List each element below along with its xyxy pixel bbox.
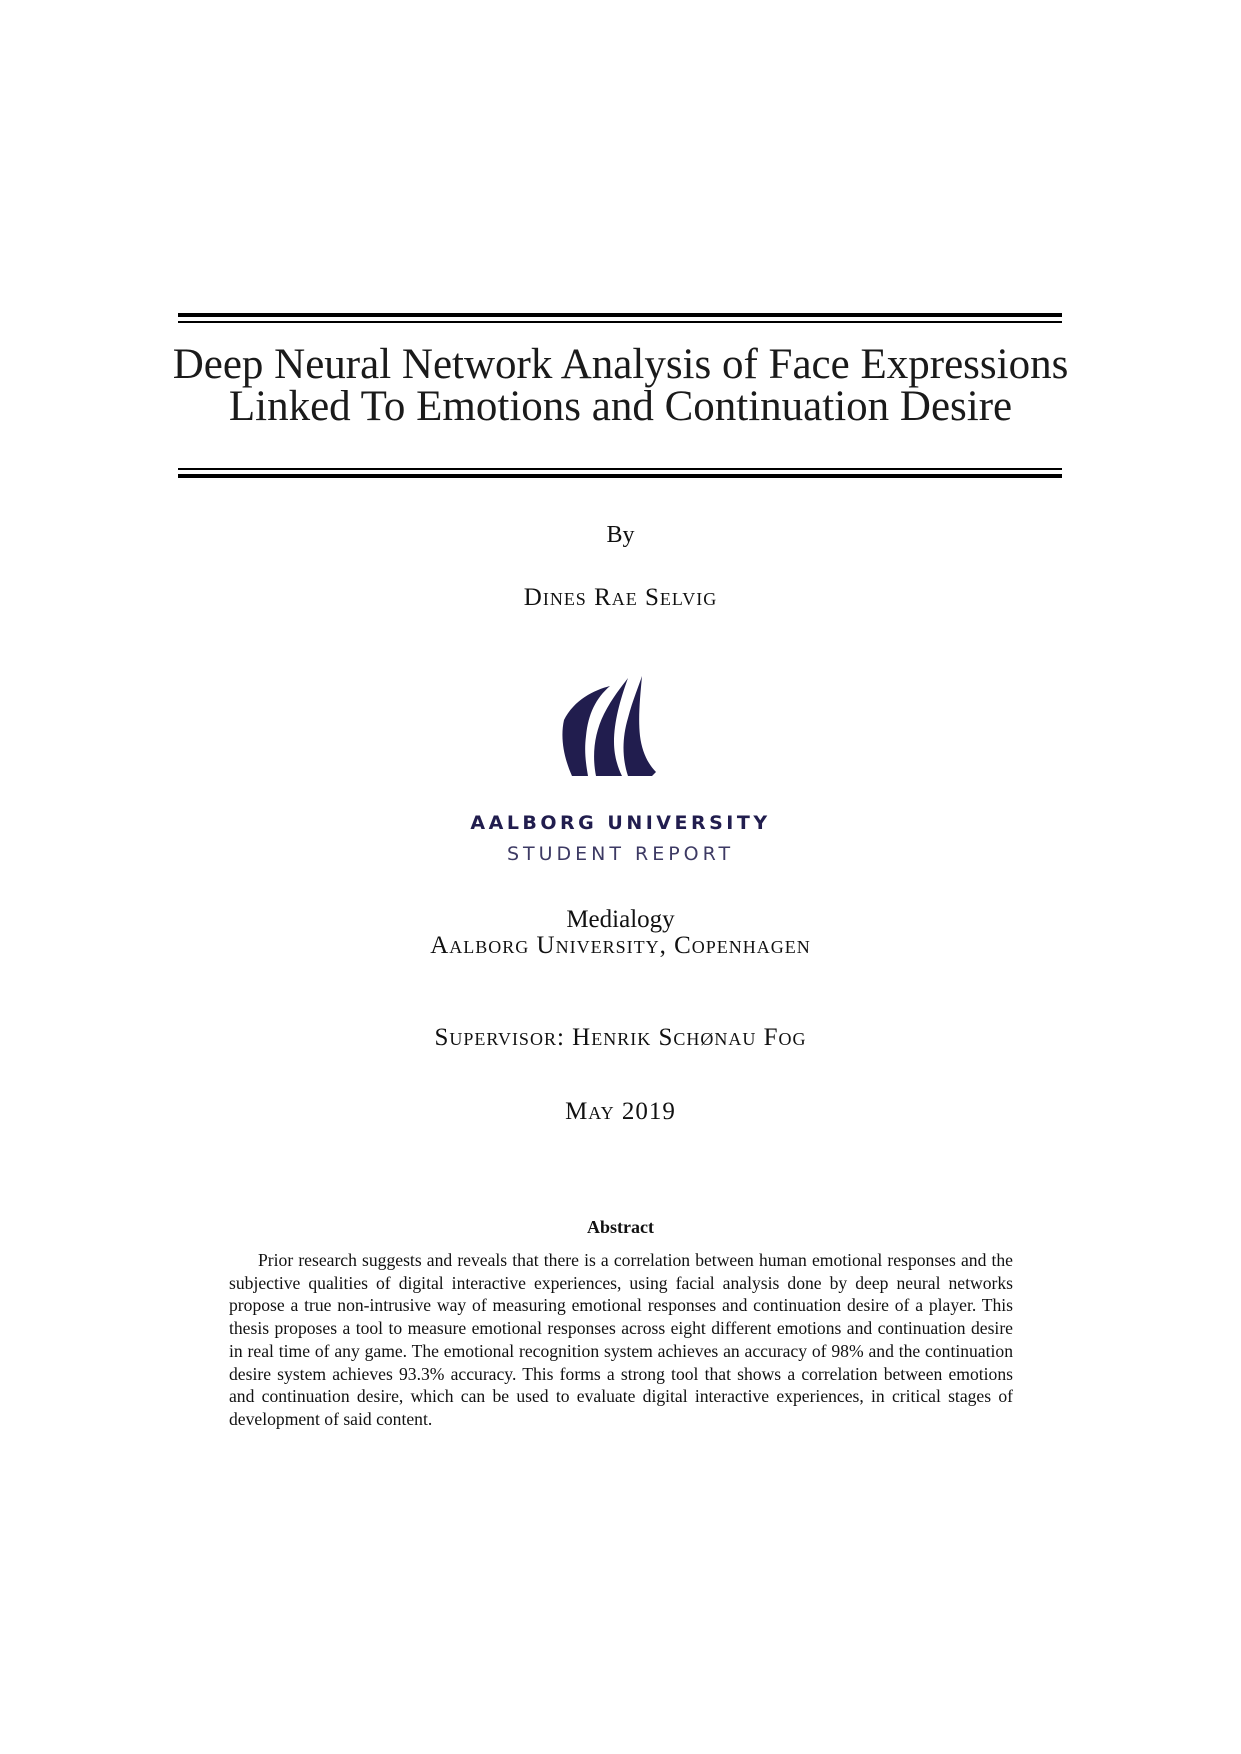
program-name: Medialogy [566,906,675,933]
report-date: May 2019 [565,1098,676,1125]
aalborg-university-logo-icon [556,672,666,782]
logo-wave-3 [624,676,657,776]
title-top-rule [178,313,1062,323]
logo-subtitle: STUDENT REPORT [506,843,735,865]
by-label: By [606,522,635,548]
title-bottom-rule [178,468,1062,478]
abstract-heading: Abstract [587,1217,654,1237]
page-title [0,341,1241,430]
institution-name: Aalborg University, Copenhagen [430,932,811,959]
author-name: Dines Rae Selvig [523,584,718,611]
logo-university-name: AALBORG UNIVERSITY [470,812,771,834]
supervisor-line: Supervisor: Henrik Schønau Fog [434,1024,807,1051]
abstract-body: Prior research suggests and reveals that there is a correlation between human emotional responses and the subjective qualities of digital interactive experiences, using facial analysis done by deep neural networks propose a true non-intrusive way of measuring emotional responses and continuation desire of a player. This thesis proposes a tool to measure emotional responses across eight different emotions and continuation desire in real time of any game. The emotional recognition system achieves an accuracy of 98% and the continuation desire system achieves 93.3% accuracy. This forms a strong tool that shows a correlation between emotions and continuation desire, which can be used to evaluate digital interactive experiences, in critical stages of development of said content. [229,1250,1013,1429]
title-line-2: Linked To Emotions and Continuation Desire [228,383,1013,430]
title-line-1: Deep Neural Network Analysis of Face Expressions [172,341,1069,388]
